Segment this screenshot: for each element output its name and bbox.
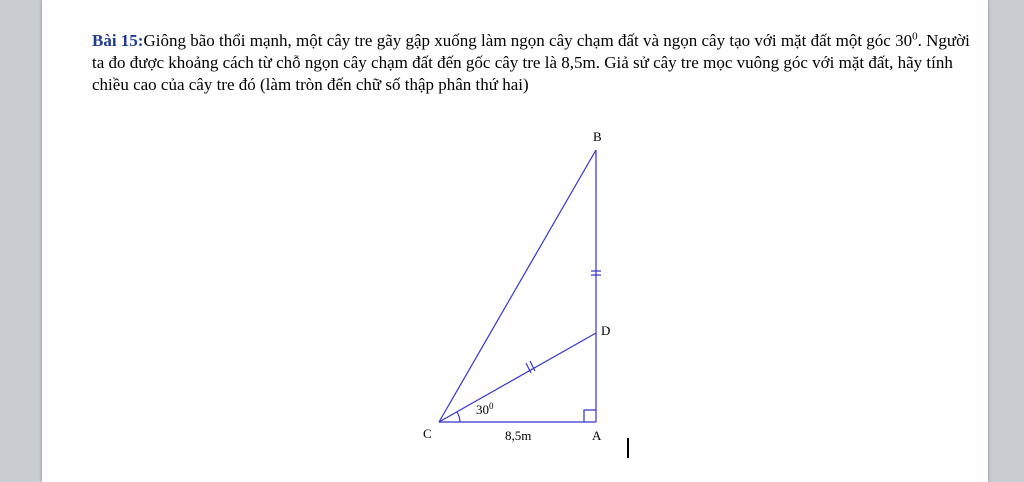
document-page [42,0,988,482]
angle-value: 30 [476,402,489,417]
problem-text-part1: Giông bão thổi mạnh, một cây tre gãy gập xuống làm ngọn cây chạm đất và ngọn cây tạo với mặt đất một góc 30 [143,31,913,50]
right-angle-marker [584,410,596,422]
text-cursor [627,438,629,458]
angle-label [476,401,494,417]
length-label-ca: 8,5m [505,428,532,443]
angle-arc [457,412,460,422]
geometry-figure [42,0,988,482]
point-label-d: D [601,323,611,338]
segment-cb [439,150,596,422]
angle-degree-sup: 0 [489,401,494,411]
problem-label: Bài 15: [92,31,144,50]
problem-text-part2: . Người ta đo được khoảng cách từ chỗ ngọn cây chạm đất đến gốc cây tre là 8,5m. Giả sử cây tre mọc vuông góc với mặt đất, hãy tính chiều cao của cây tre đó (làm tròn đến chữ số thập phân thứ hai) [92,31,970,94]
point-label-c: C [423,426,432,441]
segment-cd [439,333,596,422]
point-label-b: B [593,129,602,144]
point-label-a: A [592,428,602,443]
problem-angle-superscript: 0 [912,30,918,43]
